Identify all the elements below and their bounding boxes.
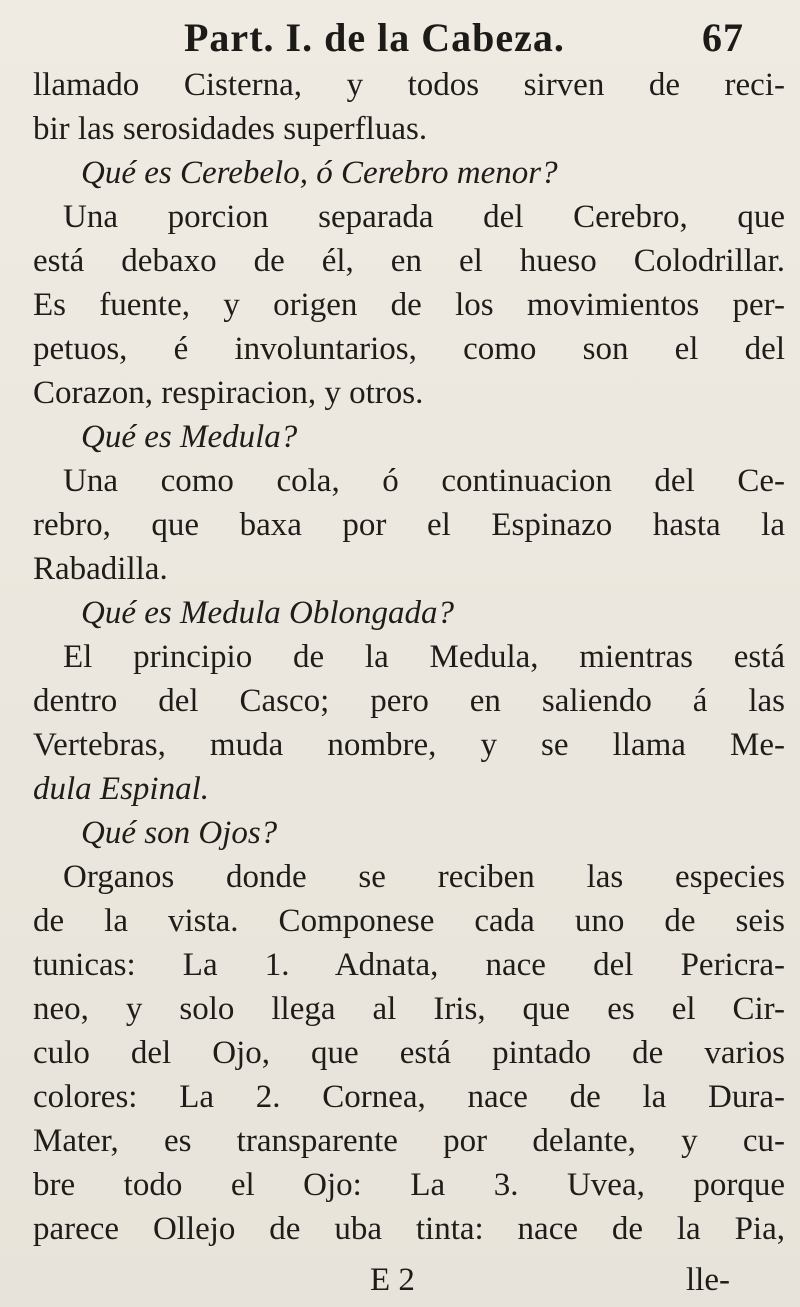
text-line: llamado Cisterna, y todos sirven de reci- — [33, 67, 785, 103]
question-line: Qué es Medula? — [81, 419, 298, 455]
text-line: de la vista. Componese cada uno de seis — [33, 903, 785, 939]
text-line: bir las serosidades superfluas. — [33, 111, 428, 147]
text-line: Es fuente, y origen de los movimientos per- — [33, 287, 785, 323]
text-line: Rabadilla. — [33, 551, 168, 587]
text-line: tunicas: La 1. Adnata, nace del Pericra- — [33, 947, 785, 983]
text-line: parece Ollejo de uba tinta: nace de la Pia, — [33, 1211, 785, 1247]
question-line: Qué son Ojos? — [81, 815, 278, 851]
text-line: Vertebras, muda nombre, y se llama Me- — [33, 727, 785, 763]
page-number: 67 — [702, 15, 744, 60]
text-line: Una porcion separada del Cerebro, que — [63, 199, 785, 235]
page-footer — [370, 1260, 770, 1300]
text-line: está debaxo de él, en el hueso Colodrillar. — [33, 243, 785, 279]
running-head: Part. I. de la Cabeza. — [184, 15, 565, 60]
question-line: Qué es Medula Oblongada? — [81, 595, 455, 631]
text-line: rebro, que baxa por el Espinazo hasta la — [33, 507, 785, 543]
page-header — [184, 16, 744, 60]
body-text — [33, 63, 785, 1251]
text-line: Corazon, respiracion, y otros. — [33, 375, 424, 411]
text-line: colores: La 2. Cornea, nace de la Dura- — [33, 1079, 785, 1115]
text-line: El principio de la Medula, mientras está — [63, 639, 785, 675]
text-line: Una como cola, ó continuacion del Ce- — [63, 463, 785, 499]
text-line: Mater, es transparente por delante, y cu- — [33, 1123, 785, 1159]
text-line: Organos donde se reciben las especies — [63, 859, 785, 895]
text-line: dentro del Casco; pero en saliendo á las — [33, 683, 785, 719]
text-line: neo, y solo llega al Iris, que es el Cir- — [33, 991, 785, 1027]
catchword: lle- — [686, 1262, 730, 1298]
text-line: petuos, é involuntarios, como son el del — [33, 331, 785, 367]
text-line: culo del Ojo, que está pintado de varios — [33, 1035, 785, 1071]
text-line: dula Espinal. — [33, 771, 210, 807]
signature-mark: E 2 — [370, 1262, 415, 1298]
question-line: Qué es Cerebelo, ó Cerebro menor? — [81, 155, 558, 191]
text-line: bre todo el Ojo: La 3. Uvea, porque — [33, 1167, 785, 1203]
